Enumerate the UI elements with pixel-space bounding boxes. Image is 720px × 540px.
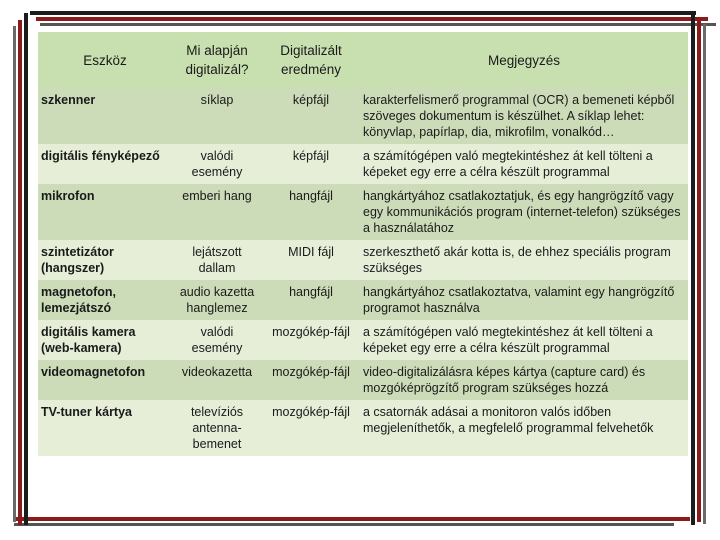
cell-note: video-digitalizálásra képes kártya (capture card) és mozgóképrögzítő program szükséges hozzá [360, 360, 688, 400]
cell-result: hangfájl [262, 184, 360, 240]
cell-result: képfájl [262, 88, 360, 144]
cell-result: hangfájl [262, 280, 360, 320]
cell-note: karakterfelismerő programmal (OCR) a bemeneti képből szöveges dokumentum is készülhet. A síklap lehet: könyvlap, papírlap, dia, mikrofilm, vonalkód… [360, 88, 688, 144]
cell-source: síklap [172, 88, 262, 144]
header-device: Eszköz [38, 32, 172, 88]
cell-note: a számítógépen való megtekintéshez át kell tölteni a képeket egy erre a célra készült programmal [360, 144, 688, 184]
frame-line-left-red [18, 20, 22, 525]
cell-source: valódi esemény [172, 144, 262, 184]
table-header-row [38, 32, 688, 88]
cell-source: lejátszott dallam [172, 240, 262, 280]
frame-line-bottom-gray [14, 523, 674, 526]
cell-device: TV-tuner kártya [38, 400, 172, 456]
cell-device: videomagnetofon [38, 360, 172, 400]
cell-note: hangkártyához csatlakoztatjuk, és egy hangrögzítő vagy egy kommunikációs program (internet-telefon) szükséges a használatához [360, 184, 688, 240]
frame-line-top [30, 11, 696, 15]
frame-line-right-red [697, 17, 701, 522]
table-row [38, 240, 688, 280]
cell-source: audio kazetta hanglemez [172, 280, 262, 320]
frame-line-top-gray [40, 23, 716, 26]
table-row [38, 400, 688, 456]
table-row [38, 320, 688, 360]
frame-line-bottom-red [14, 517, 690, 521]
cell-device: mikrofon [38, 184, 172, 240]
cell-result: mozgókép-fájl [262, 360, 360, 400]
header-result: Digitalizált eredmény [262, 32, 360, 88]
table-row [38, 280, 688, 320]
table-row [38, 360, 688, 400]
cell-source: televíziós antenna-bemenet [172, 400, 262, 456]
frame-line-left-gray [13, 26, 16, 522]
cell-device: digitális fényképező [38, 144, 172, 184]
cell-result: képfájl [262, 144, 360, 184]
header-note: Megjegyzés [360, 32, 688, 88]
cell-source: emberi hang [172, 184, 262, 240]
cell-source: videokazetta [172, 360, 262, 400]
frame-line-top-red [36, 17, 708, 21]
cell-note: a csatornák adásai a monitoron valós időben megjeleníthetők, a megfelelő programmal felvehetők [360, 400, 688, 456]
table-row [38, 88, 688, 144]
cell-result: MIDI fájl [262, 240, 360, 280]
cell-result: mozgókép-fájl [262, 400, 360, 456]
table-row [38, 144, 688, 184]
frame-line-left [24, 13, 28, 525]
frame-line-right [691, 13, 695, 525]
header-source: Mi alapján digitalizál? [172, 32, 262, 88]
cell-result: mozgókép-fájl [262, 320, 360, 360]
cell-device: szkenner [38, 88, 172, 144]
cell-note: szerkeszthető akár kotta is, de ehhez speciális program szükséges [360, 240, 688, 280]
device-table [38, 32, 688, 456]
cell-note: a számítógépen való megtekintéshez át kell tölteni a képeket egy erre a célra készült programmal [360, 320, 688, 360]
cell-device: szintetizátor (hangszer) [38, 240, 172, 280]
cell-source: valódi esemény [172, 320, 262, 360]
cell-device: magnetofon, lemezjátszó [38, 280, 172, 320]
frame-line-right-gray [703, 24, 706, 524]
cell-note: hangkártyához csatlakoztatva, valamint egy hangrögzítő programot használva [360, 280, 688, 320]
table-row [38, 184, 688, 240]
cell-device: digitális kamera (web-kamera) [38, 320, 172, 360]
